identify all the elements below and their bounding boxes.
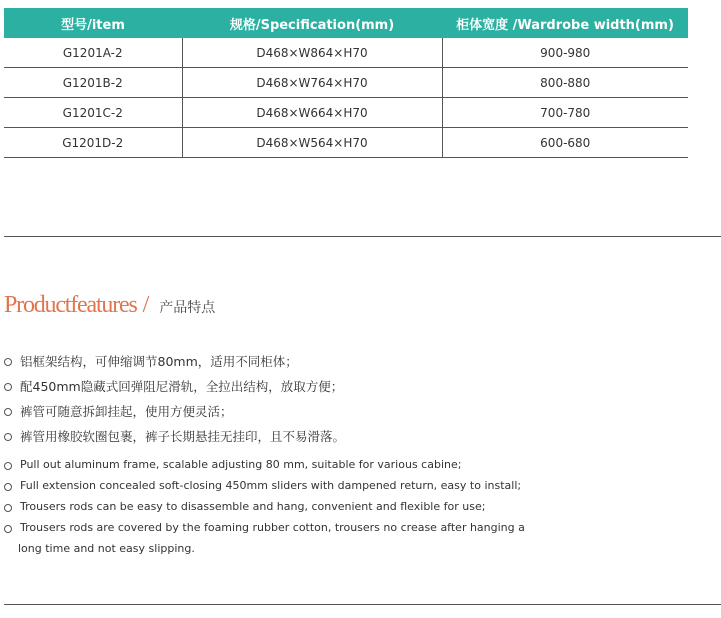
cell-specification: D468×W564×H70 [182, 128, 442, 158]
cell-wardrobe-width: 600-680 [442, 128, 688, 158]
section-divider [4, 604, 721, 605]
feature-text: Trousers rods are covered by the foaming rubber cotton, trousers no crease after hanging a [20, 521, 525, 534]
features-title-slash: / [142, 292, 150, 318]
circle-bullet-icon [4, 383, 12, 391]
table-header-row [4, 8, 688, 38]
cell-specification: D468×W664×H70 [182, 98, 442, 128]
circle-bullet-icon [4, 525, 12, 533]
list-item [4, 500, 525, 521]
feature-text: 铝框架结构，可伸缩调节80mm，适用不同柜体； [20, 354, 298, 369]
list-item-continuation [4, 542, 525, 563]
feature-text: 配450mm隐藏式回弹阻尼滑轨，全拉出结构，放取方便； [20, 379, 344, 394]
table-row [4, 128, 688, 158]
circle-bullet-icon [4, 433, 12, 441]
cell-specification: D468×W764×H70 [182, 68, 442, 98]
list-item [4, 458, 525, 479]
cell-item: G1201D-2 [4, 128, 182, 158]
header-wardrobe-width: 柜体宽度 /Wardrobe width(mm) [442, 8, 688, 38]
feature-text: Full extension concealed soft-closing 450mm sliders with dampened return, easy to install; [20, 479, 522, 492]
header-specification: 规格/Specification(mm) [182, 8, 442, 38]
features-heading [4, 292, 215, 326]
feature-text: Pull out aluminum frame, scalable adjusting 80 mm, suitable for various cabine; [20, 458, 462, 471]
list-item [4, 352, 345, 377]
feature-text: 裤管可随意拆卸挂起，使用方便灵活； [20, 404, 233, 419]
circle-bullet-icon [4, 408, 12, 416]
header-item: 型号/item [4, 8, 182, 38]
cell-wardrobe-width: 900-980 [442, 38, 688, 68]
cell-specification: D468×W864×H70 [182, 38, 442, 68]
cell-item: G1201B-2 [4, 68, 182, 98]
list-item [4, 521, 525, 542]
features-title-en: Productfeatures [4, 292, 137, 318]
features-list-cn [4, 352, 345, 452]
feature-text: Trousers rods can be easy to disassemble and hang, convenient and flexible for use; [20, 500, 486, 513]
circle-bullet-icon [4, 358, 12, 366]
list-item [4, 402, 345, 427]
list-item [4, 377, 345, 402]
section-divider [4, 236, 721, 237]
circle-bullet-icon [4, 483, 12, 491]
table-row [4, 98, 688, 128]
cell-item: G1201C-2 [4, 98, 182, 128]
feature-text: long time and not easy slipping. [18, 542, 195, 555]
feature-text: 裤管用橡胶软圈包裹，裤子长期悬挂无挂印，且不易滑落。 [20, 429, 346, 444]
table-row [4, 38, 688, 68]
features-title-cn: 产品特点 [159, 300, 216, 316]
cell-wardrobe-width: 700-780 [442, 98, 688, 128]
features-list-en [4, 458, 525, 563]
cell-wardrobe-width: 800-880 [442, 68, 688, 98]
spec-table [4, 8, 688, 158]
circle-bullet-icon [4, 504, 12, 512]
list-item [4, 479, 525, 500]
cell-item: G1201A-2 [4, 38, 182, 68]
list-item [4, 427, 345, 452]
circle-bullet-icon [4, 462, 12, 470]
table-row [4, 68, 688, 98]
